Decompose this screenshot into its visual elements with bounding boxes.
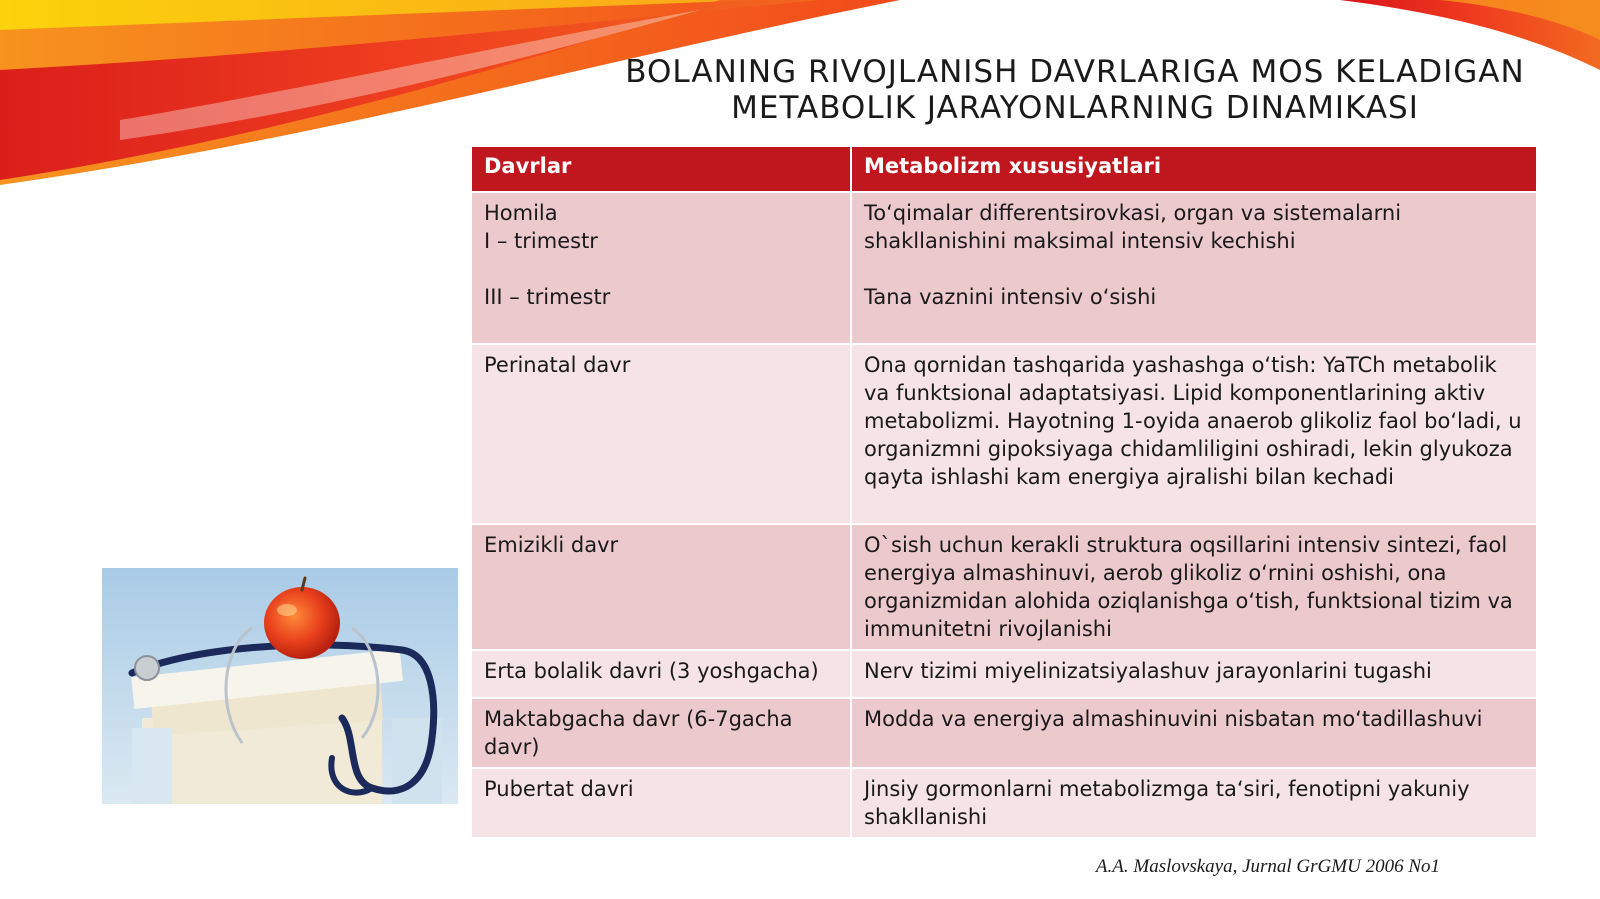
features-text: Nerv tizimi miyelinizatsiyalashuv jarayonlarini tugashi <box>864 659 1432 683</box>
period-text: Homila <box>484 201 558 225</box>
header-periods: Davrlar <box>471 146 851 192</box>
period-cell <box>471 192 851 344</box>
period-cell <box>471 524 851 650</box>
title-line-1: BOLANING RIVOJLANISH DAVRLARIGA MOS KELADIGAN <box>625 54 1525 90</box>
header-features: Metabolizm xususiyatlari <box>851 146 1537 192</box>
slide-title <box>600 54 1550 126</box>
table-row <box>471 650 1537 698</box>
features-text: Tana vaznini intensiv o‘sishi <box>864 285 1157 309</box>
period-text: III – trimestr <box>484 285 611 309</box>
features-cell <box>851 524 1537 650</box>
period-text: Perinatal davr <box>484 353 631 377</box>
features-text: Modda va energiya almashinuvini nisbatan mo‘tadillashuvi <box>864 707 1483 731</box>
period-cell <box>471 768 851 838</box>
features-text: Ona qornidan tashqarida yashashga o‘tish: YaTCh metabolik va funktsional adaptatsiyasi. Lipid komponentlarining aktiv metabolizmi. Hayotning 1-oyida anaerob glikoliz faol bo‘ladi, u organizmni gipoksiyaga chidamliligini oshiradi, lekin glyukoza qayta ishlashi kam energiya ajralishi bilan kechadi <box>864 353 1522 489</box>
features-text: O`sish uchun kerakli struktura oqsillarini intensiv sintezi, faol energiya almashinuvi, aerob glikoliz o‘rnini oshishi, ona organizmidan alohida oziqlanishga o‘tish, funktsional tizim va immunitetni rivojlanishi <box>864 533 1513 641</box>
period-cell <box>471 650 851 698</box>
features-cell <box>851 650 1537 698</box>
table-row <box>471 698 1537 768</box>
table-row <box>471 192 1537 344</box>
period-cell <box>471 344 851 524</box>
citation: A.A. Maslovskaya, Jurnal GrGMU 2006 No1 <box>1095 856 1440 877</box>
table-row <box>471 768 1537 838</box>
period-text: Pubertat davri <box>484 777 634 801</box>
features-cell <box>851 192 1537 344</box>
period-cell <box>471 698 851 768</box>
features-text: To‘qimalar differentsirovkasi, organ va sistemalarni shakllanishini maksimal intensiv kechishi <box>864 201 1402 253</box>
features-cell <box>851 698 1537 768</box>
period-text: Maktabgacha davr (6-7gacha davr) <box>484 707 793 759</box>
period-text: Erta bolalik davri (3 yoshgacha) <box>484 659 819 683</box>
features-cell <box>851 768 1537 838</box>
period-text: I – trimestr <box>484 229 598 253</box>
metabolism-table <box>470 145 1538 839</box>
table-row <box>471 344 1537 524</box>
features-cell <box>851 344 1537 524</box>
table-header-row <box>471 146 1537 192</box>
apple-stethoscope-books-photo <box>102 568 458 804</box>
title-line-2: METABOLIK JARAYONLARNING DINAMIKASI <box>731 90 1419 126</box>
features-text: Jinsiy gormonlarni metabolizmga ta‘siri, fenotipni yakuniy shakllanishi <box>864 777 1470 829</box>
table-row <box>471 524 1537 650</box>
period-text: Emizikli davr <box>484 533 619 557</box>
